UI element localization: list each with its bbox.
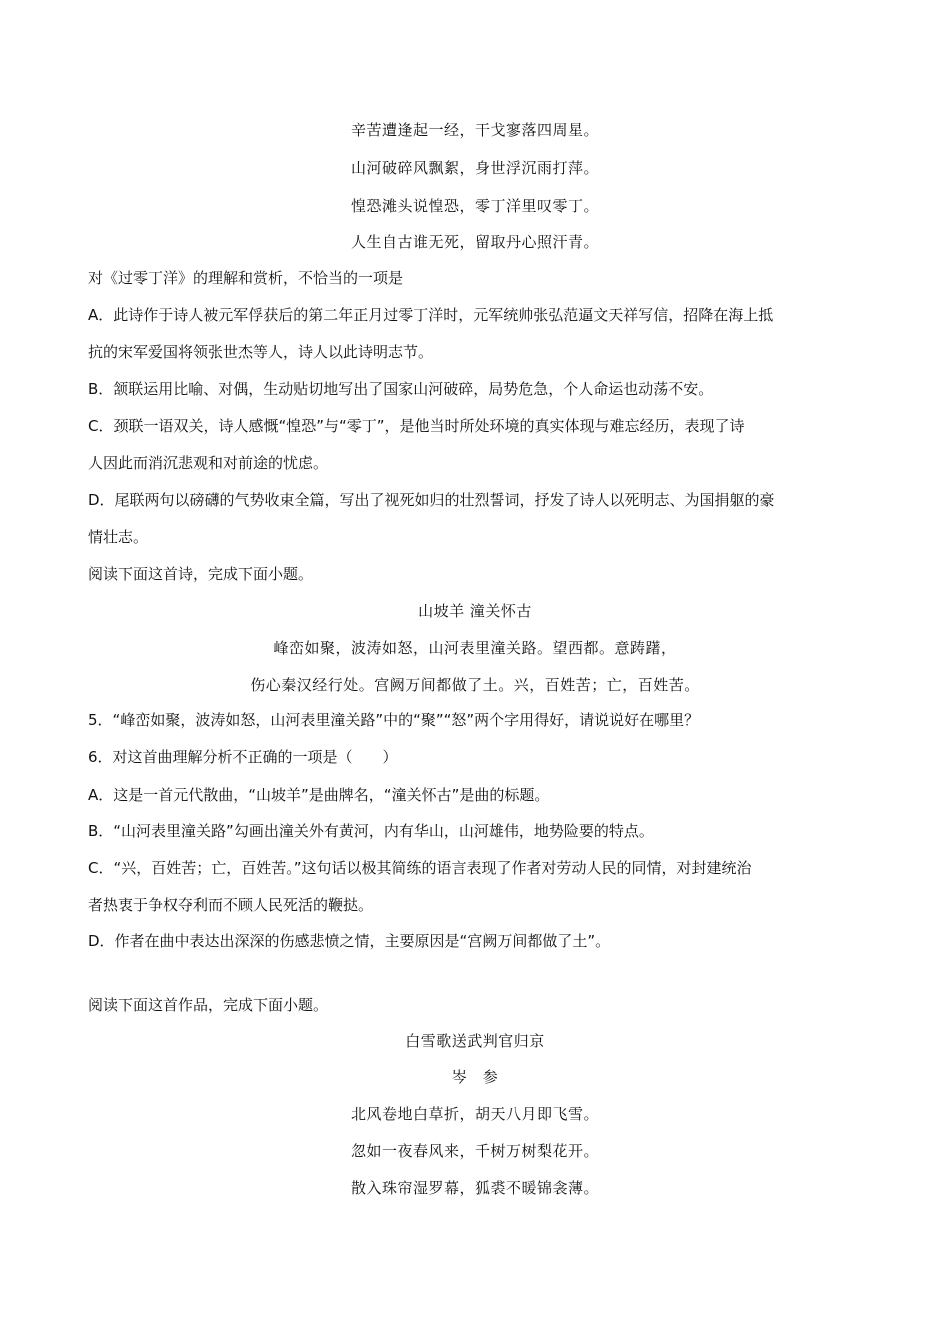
poem-line: 山河破碎风飘絮，身世浮沉雨打萍。: [350, 159, 599, 177]
question-5: 5．“峰峦如聚，波涛如怒，山河表里潼关路”中的“聚”“怒”两个字用得好，请说说好在哪里？: [88, 711, 700, 729]
option-c-cont: 者热衷于争权夺利而不顾人民死活的鞭挞。: [88, 896, 374, 914]
question-6: 6．对这首曲理解分析不正确的一项是（ ）: [88, 748, 398, 766]
option-c: C．颈联一语双关，诗人感慨“惶恐”与“零丁”，是他当时所处环境的真实体现与难忘经历，表现了诗: [88, 417, 745, 435]
poem-title: 山坡羊 潼关怀古: [418, 602, 532, 620]
option-a: A．这是一首元代散曲，“山坡羊”是曲牌名，“潼关怀古”是曲的标题。: [88, 786, 550, 804]
option-b: B．颔联运用比喻、对偶，生动贴切地写出了国家山河破碎，局势危急，个人命运也动荡不安。: [88, 380, 714, 398]
poem-line: 惶恐滩头说惶恐，零丁洋里叹零丁。: [350, 197, 599, 215]
option-a-cont: 抗的宋军爱国将领张世杰等人，诗人以此诗明志节。: [88, 343, 434, 361]
question-stem: 对《过零丁洋》的理解和赏析，不恰当的一项是: [88, 269, 404, 287]
poem-line: 人生自古谁无死，留取丹心照汗青。: [350, 233, 599, 251]
option-d: D．尾联两句以磅礴的气势收束全篇，写出了视死如归的壮烈誓词，抒发了诗人以死明志、为国捐躯的豪: [88, 491, 775, 509]
poem-line: 北风卷地白草折，胡天八月即飞雪。: [350, 1105, 599, 1123]
poem-line: 散入珠帘湿罗幕，狐裘不暖锦衾薄。: [350, 1179, 599, 1197]
poem-title: 白雪歌送武判官归京: [405, 1032, 545, 1050]
section-intro: 阅读下面这首诗，完成下面小题。: [88, 565, 314, 583]
option-c: C．“兴，百姓苦；亡，百姓苦。”这句话以极其简练的语言表现了作者对劳动人民的同情，对封建统治: [88, 859, 752, 877]
poem-line: 辛苦遭逢起一经，干戈寥落四周星。: [350, 121, 599, 139]
section-intro: 阅读下面这首作品，完成下面小题。: [88, 996, 329, 1014]
option-b: B．“山河表里潼关路”勾画出潼关外有黄河，内有华山，山河雄伟，地势险要的特点。: [88, 822, 654, 840]
option-c-cont: 人因此而消沉悲观和对前途的忧虑。: [88, 454, 329, 472]
poem-author: 岑 参: [451, 1068, 499, 1086]
option-d: D．作者在曲中表达出深深的伤感悲愤之情，主要原因是“宫阙万间都做了土”。: [88, 932, 611, 950]
poem-line: 峰峦如聚，波涛如怒，山河表里潼关路。望西都。意踌躇，: [273, 639, 677, 657]
poem-line: 伤心秦汉经行处。宫阙万间都做了土。兴，百姓苦；亡，百姓苦。: [250, 676, 700, 694]
poem-line: 忽如一夜春风来，千树万树梨花开。: [350, 1142, 599, 1160]
option-d-cont: 情壮志。: [88, 528, 149, 546]
option-a: A．此诗作于诗人被元军俘获后的第二年正月过零丁洋时，元军统帅张弘范逼文天祥写信，招降在海上抵: [88, 306, 774, 324]
